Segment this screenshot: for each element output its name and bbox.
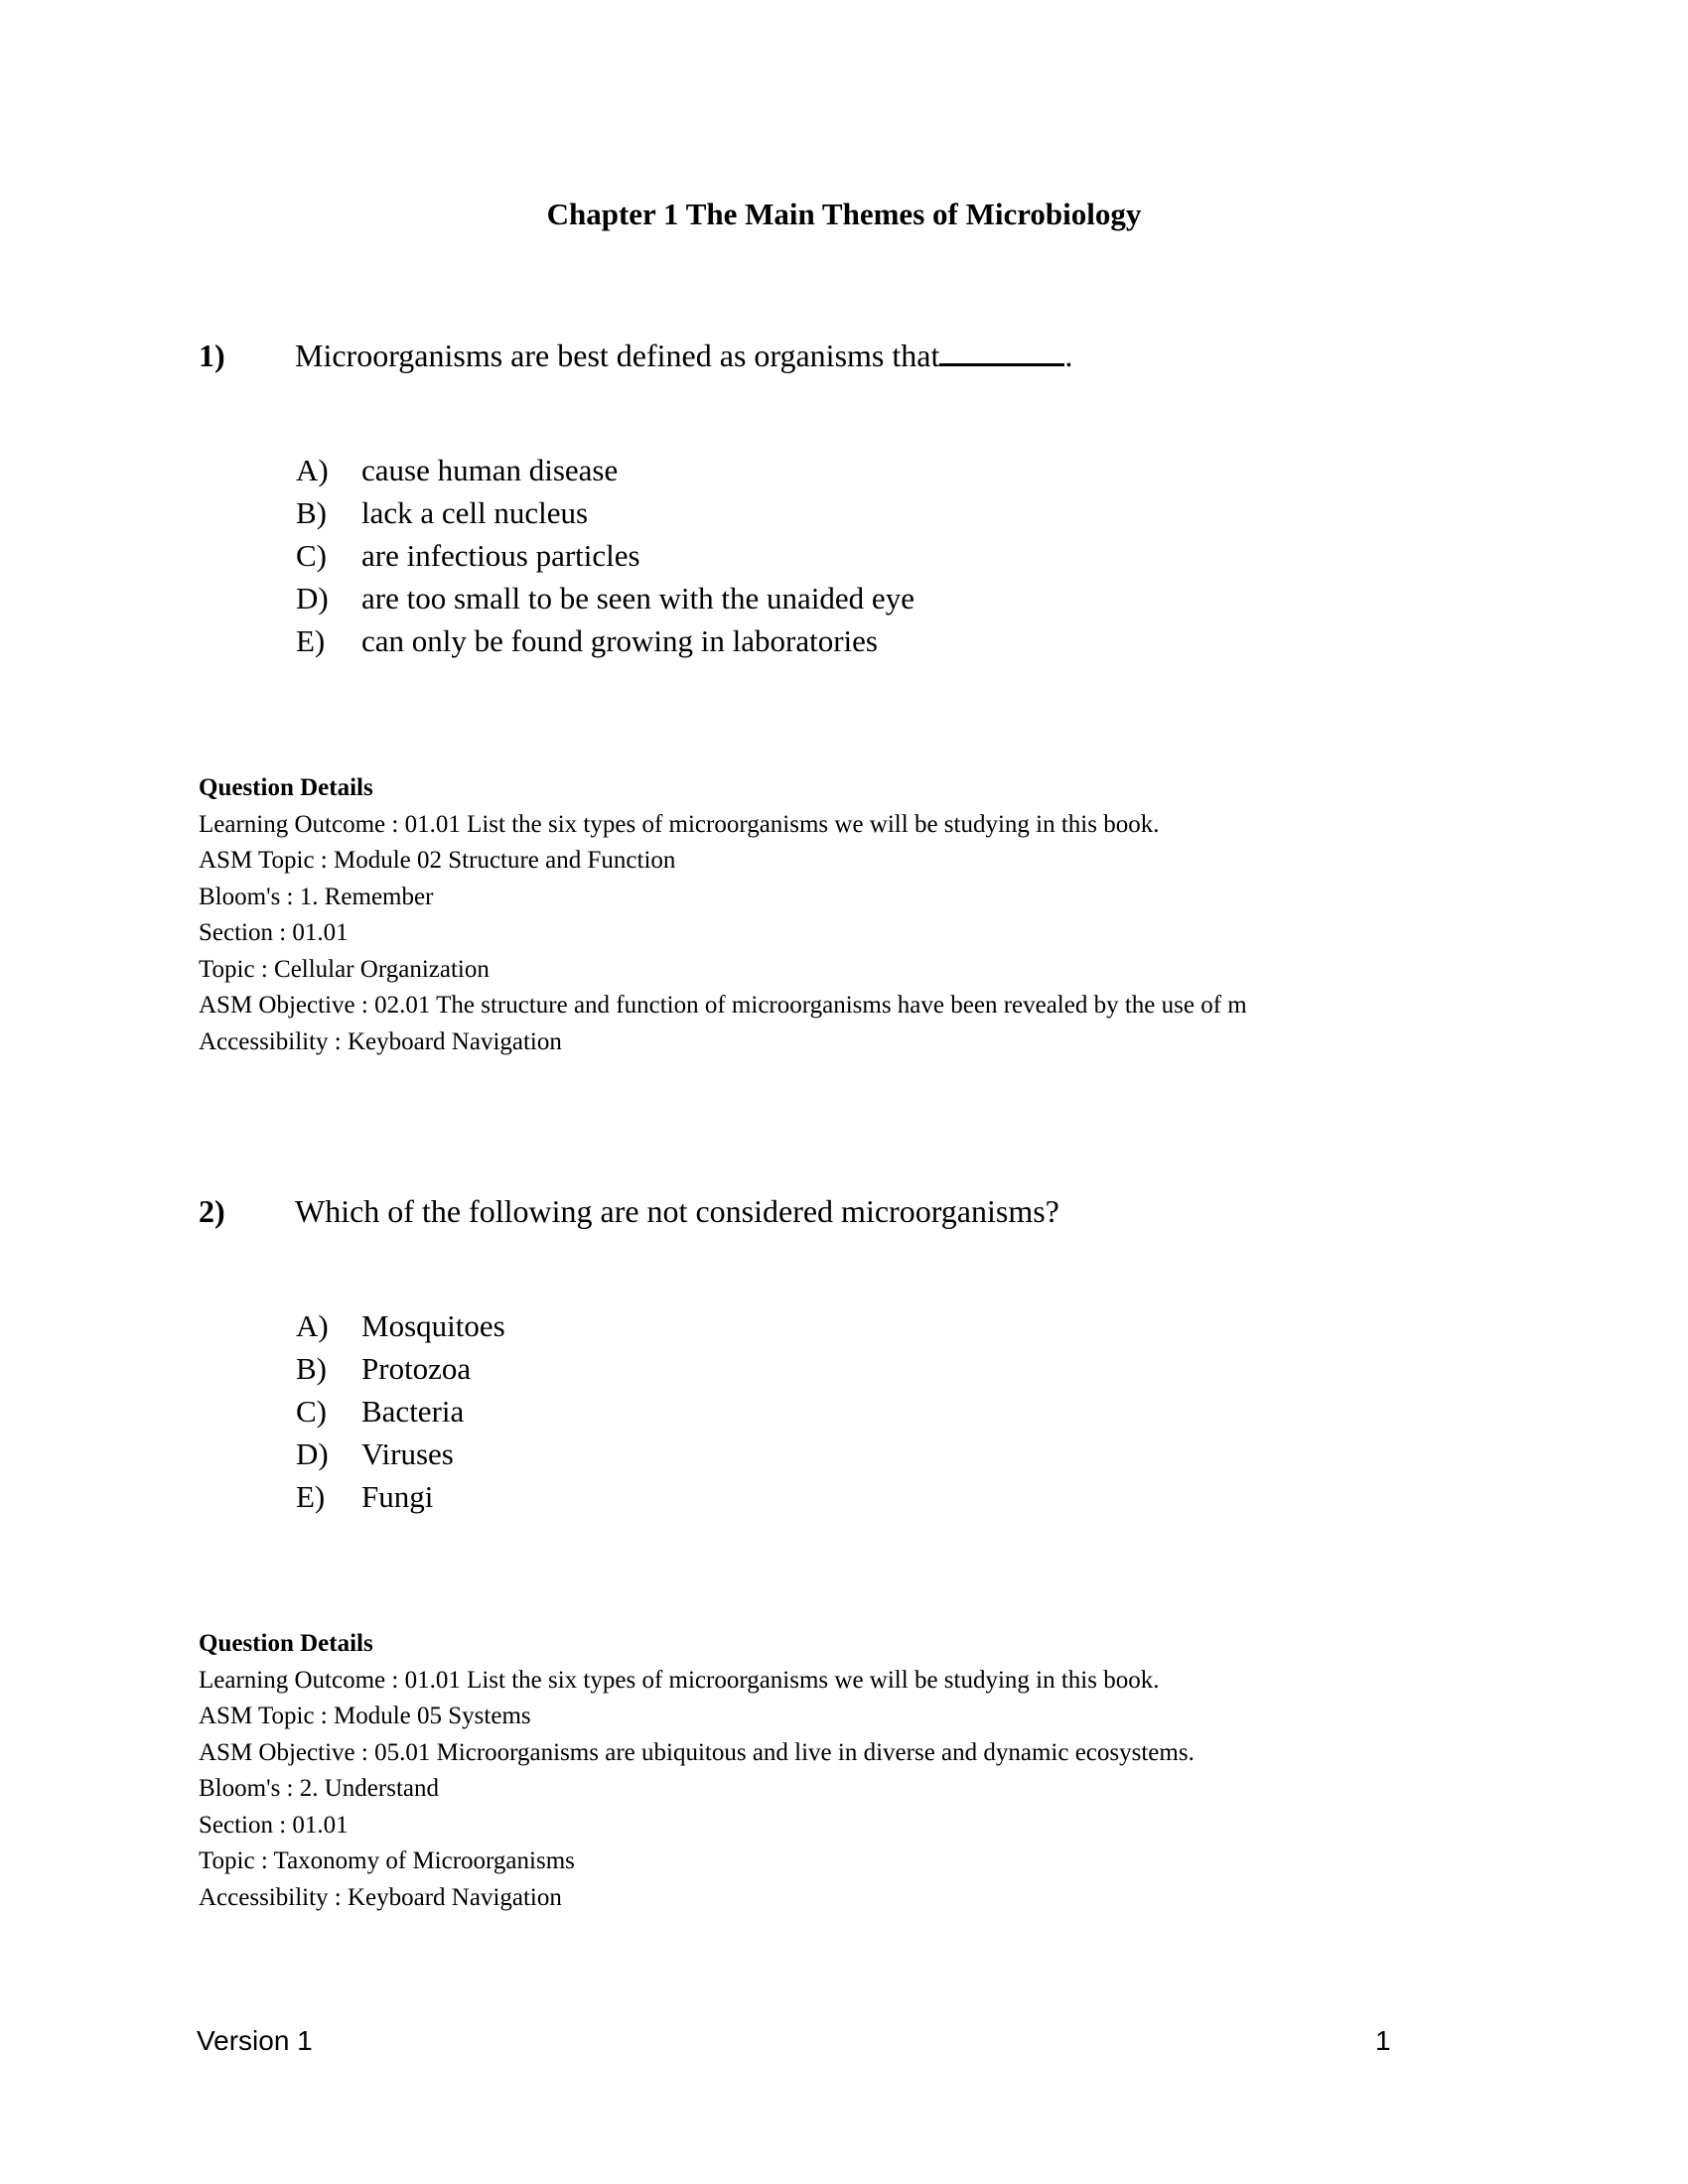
learning-outcome: Learning Outcome : 01.01 List the six types of microorganisms we will be studying in this book. bbox=[199, 810, 1160, 838]
question-suffix: . bbox=[1064, 338, 1073, 373]
option-text: can only be found growing in laboratories bbox=[361, 623, 878, 658]
option-e bbox=[296, 623, 878, 659]
details-heading: Question Details bbox=[199, 774, 373, 801]
question-text: Which of the following are not considered microorganisms? bbox=[295, 1193, 1059, 1229]
details-heading: Question Details bbox=[199, 1630, 373, 1657]
option-letter: B) bbox=[296, 495, 327, 530]
page-title: Chapter 1 The Main Themes of Microbiology bbox=[546, 197, 1142, 231]
topic: Topic : Taxonomy of Microorganisms bbox=[199, 1847, 575, 1874]
option-text: cause human disease bbox=[361, 453, 619, 487]
option-d bbox=[296, 581, 914, 616]
option-letter: E) bbox=[296, 623, 326, 658]
option-letter: D) bbox=[296, 581, 329, 615]
option-text: Bacteria bbox=[361, 1394, 465, 1429]
option-letter: A) bbox=[296, 1308, 329, 1343]
option-letter: E) bbox=[296, 1479, 326, 1514]
question-number: 2) bbox=[199, 1193, 225, 1229]
option-letter: B) bbox=[296, 1351, 327, 1386]
option-c bbox=[296, 1394, 464, 1430]
option-letter: A) bbox=[296, 453, 329, 487]
answer-blank bbox=[939, 340, 1064, 366]
option-text: are infectious particles bbox=[361, 538, 640, 573]
option-text: Fungi bbox=[361, 1479, 434, 1514]
option-a bbox=[296, 453, 618, 488]
option-text: Viruses bbox=[361, 1436, 454, 1471]
question-number: 1) bbox=[199, 338, 225, 373]
option-text: Mosquitoes bbox=[361, 1308, 505, 1343]
topic: Topic : Cellular Organization bbox=[199, 955, 490, 983]
question-stem: Microorganisms are best defined as organisms that bbox=[295, 338, 940, 373]
question-details bbox=[199, 1626, 1195, 1916]
section: Section : 01.01 bbox=[199, 1811, 349, 1839]
question-details bbox=[199, 770, 1247, 1060]
option-text: Protozoa bbox=[361, 1351, 472, 1386]
option-text: are too small to be seen with the unaided eye bbox=[361, 581, 914, 615]
option-e bbox=[296, 1479, 433, 1515]
asm-topic: ASM Topic : Module 05 Systems bbox=[199, 1703, 531, 1729]
option-b bbox=[296, 1351, 471, 1387]
option-letter: C) bbox=[296, 1394, 327, 1429]
asm-objective: ASM Objective : 02.01 The structure and function of microorganisms have been revealed by the use of m bbox=[199, 992, 1247, 1019]
option-text: lack a cell nucleus bbox=[361, 495, 589, 530]
learning-outcome: Learning Outcome : 01.01 List the six types of microorganisms we will be studying in this book. bbox=[199, 1666, 1160, 1694]
asm-objective: ASM Objective : 05.01 Microorganisms are ubiquitous and live in diverse and dynamic ecosystems. bbox=[199, 1738, 1195, 1766]
option-c bbox=[296, 538, 640, 574]
accessibility: Accessibility : Keyboard Navigation bbox=[199, 1883, 562, 1911]
question-text bbox=[295, 338, 1072, 374]
blooms: Bloom's : 1. Remember bbox=[199, 883, 434, 910]
asm-topic: ASM Topic : Module 02 Structure and Function bbox=[199, 847, 676, 874]
section: Section : 01.01 bbox=[199, 919, 349, 946]
accessibility: Accessibility : Keyboard Navigation bbox=[199, 1027, 562, 1055]
footer-version: Version 1 bbox=[197, 2025, 313, 2056]
blooms: Bloom's : 2. Understand bbox=[199, 1775, 439, 1802]
option-letter: D) bbox=[296, 1436, 329, 1471]
option-b bbox=[296, 495, 588, 531]
footer-page-number: 1 bbox=[1375, 2025, 1391, 2056]
option-letter: C) bbox=[296, 538, 327, 573]
option-d bbox=[296, 1436, 454, 1472]
option-a bbox=[296, 1308, 505, 1344]
